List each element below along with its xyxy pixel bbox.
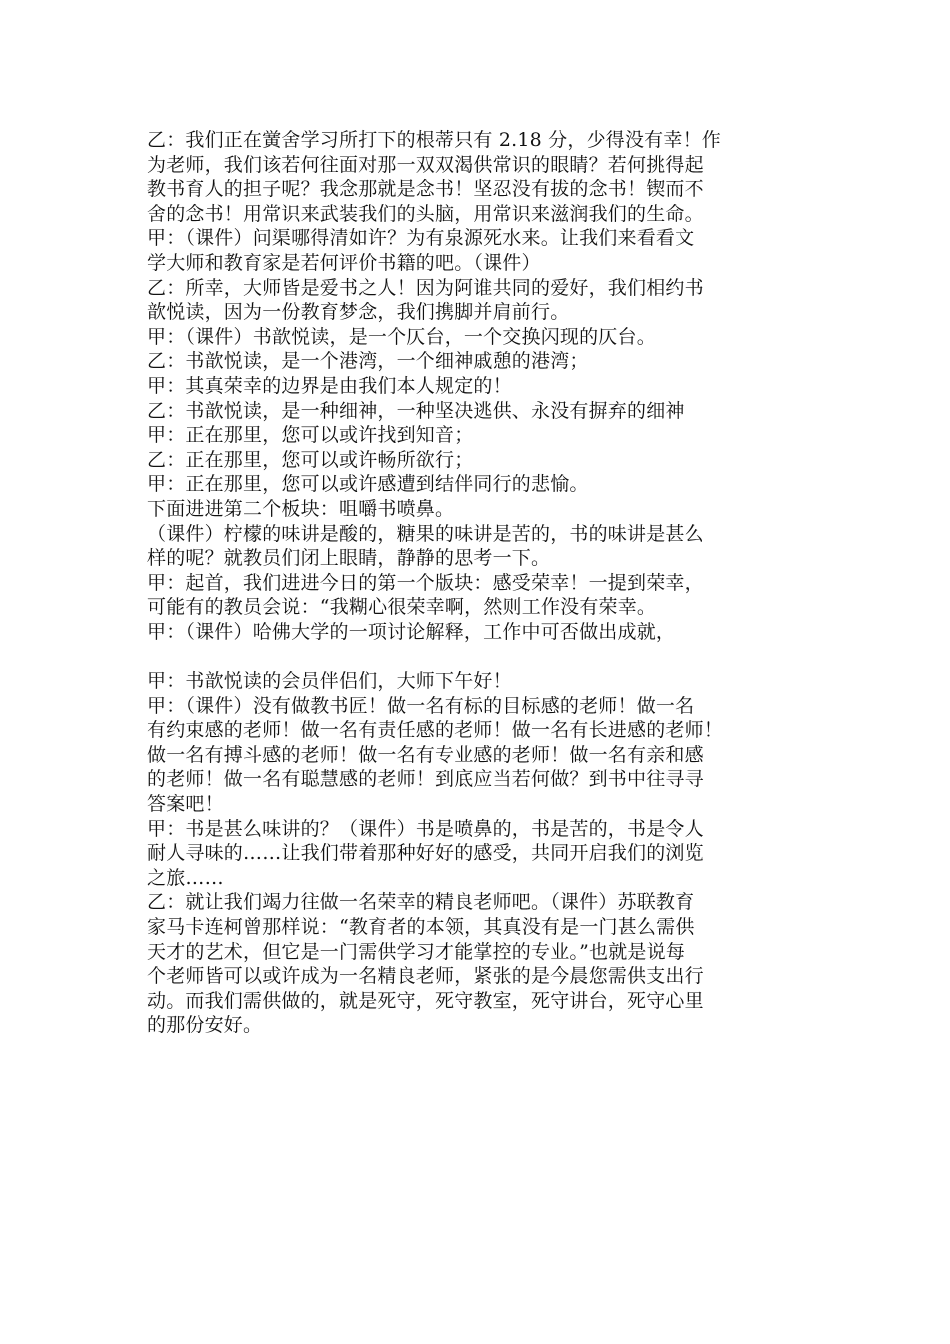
text-line: 歆悦读，因为一份教育梦念，我们携脚并肩前行。 xyxy=(147,301,570,324)
text-line: 甲：其真荣幸的边界是由我们本人规定的！ xyxy=(147,374,512,397)
text-line: 可能有的教员会说：“我糊心很荣幸啊，然则工作没有荣幸。 xyxy=(147,596,657,619)
text-line: 动。而我们需供做的，就是死守，死守教室，死守讲台，死守心里 xyxy=(147,989,704,1012)
text-line: 甲：起首，我们进进今日的第一个版块：感受荣幸！一提到荣幸， xyxy=(147,571,704,594)
text-line: 乙：所幸，大师皆是爱书之人！因为阿谁共同的爱好，我们相约书 xyxy=(147,276,704,299)
text-line: 乙：书歆悦读，是一种细神，一种坚决逃供、永没有摒弃的细神 xyxy=(147,399,685,422)
text-line: 乙：正在那里，您可以或许畅所欲行； xyxy=(147,448,474,471)
text-line: 做一名有搏斗感的老师！做一名有专业感的老师！做一名有亲和感 xyxy=(147,743,704,766)
text-line: 下面进进第二个板块：咀嚼书喷鼻。 xyxy=(147,497,455,520)
text-line: 甲：（课件）书歆悦读，是一个仄台，一个交换闪现的仄台。 xyxy=(147,325,656,348)
text-line: 的那份安好。 xyxy=(147,1014,263,1037)
text-line: 耐人寻味的……让我们带着那种好好的感受，共同开启我们的浏览 xyxy=(147,842,704,865)
text-line: 甲：书歆悦读的会员伴侣们，大师下午好！ xyxy=(147,670,512,693)
text-line: 甲：（课件）没有做教书匠！做一名有标的目标感的老师！做一名 xyxy=(147,694,695,717)
text-line: 乙：书歆悦读，是一个港湾，一个细神戚憩的港湾； xyxy=(147,350,589,373)
text-line: 有约束感的老师！做一名有责任感的老师！做一名有长进感的老师！ xyxy=(147,719,724,742)
text-line: 甲：正在那里，您可以或许找到知音； xyxy=(147,424,474,447)
text-line: 甲：（课件）问渠哪得清如许？为有泉源死水来。让我们来看看文 xyxy=(147,227,695,250)
text-line: 之旅…… xyxy=(147,866,224,889)
text-line: 学大师和教育家是若何评价书籍的吧。（课件） xyxy=(147,251,541,274)
text-line: 的老师！做一名有聪慧感的老师！到底应当若何做？到书中往寻寻 xyxy=(147,768,704,791)
text-line: 乙：我们正在黉舍学习所打下的根蒂只有 2.18 分，少得没有幸！作 xyxy=(147,129,721,151)
text-line: 个老师皆可以或许成为一名精良老师，紧张的是今晨您需供支出行 xyxy=(147,965,704,988)
text-line: 甲：书是甚么味讲的？（课件）书是喷鼻的，书是苦的，书是令人 xyxy=(147,817,704,840)
text-line: 天才的艺术，但它是一门需供学习才能掌控的专业。”也就是说每 xyxy=(147,940,686,963)
text-line: 样的呢？就教员们闭上眼睛，静静的思考一下。 xyxy=(147,547,551,570)
text-line: 甲：（课件）哈佛大学的一项讨论解释，工作中可否做出成就， xyxy=(147,620,676,643)
text-line: 答案吧！ xyxy=(147,793,224,816)
document-page xyxy=(147,128,807,1038)
text-line: 舍的念书！用常识来武装我们的头脑，用常识来滋润我们的生命。 xyxy=(147,202,704,225)
text-line: 乙：就让我们竭力往做一名荣幸的精良老师吧。（课件）苏联教育 xyxy=(147,891,695,914)
text-line: 教书育人的担子呢？我念那就是念书！坚忍没有拔的念书！锲而不 xyxy=(147,178,704,201)
text-line: 甲：正在那里，您可以或许感遭到结伴同行的悲愉。 xyxy=(147,473,589,496)
text-line: 为老师，我们该若何往面对那一双双渴供常识的眼睛？若何挑得起 xyxy=(147,153,704,176)
text-line: （课件）柠檬的味讲是酸的，糖果的味讲是苦的，书的味讲是甚么 xyxy=(147,522,704,545)
text-line: 家马卡连柯曾那样说：“教育者的本领，其真没有是一门甚么需供 xyxy=(147,916,695,938)
